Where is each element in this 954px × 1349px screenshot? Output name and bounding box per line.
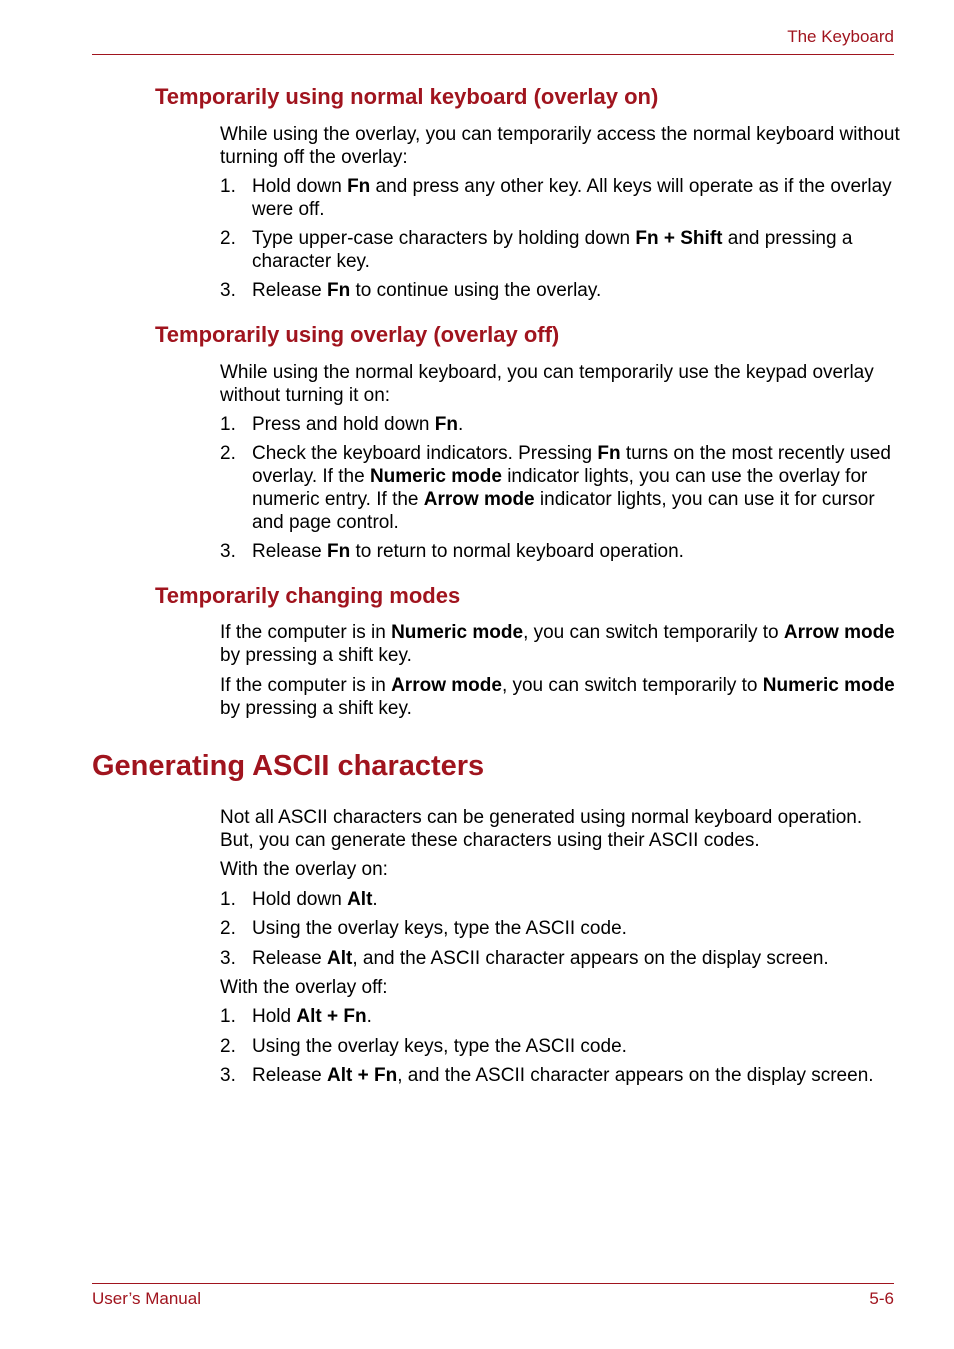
text-run: Hold (252, 1006, 297, 1027)
list-number: 2. (220, 443, 236, 464)
list-text (252, 888, 892, 911)
text-run: Release (252, 541, 327, 562)
bold-term: Arrow mode (783, 622, 895, 643)
text-run: , you can switch temporarily to (501, 675, 763, 696)
footer-manual-title: User’s Manual (92, 1289, 201, 1308)
intro-overlay-on: While using the overlay, you can temporarily access the normal keyboard without turning off the overlay: (220, 124, 900, 168)
list-text (252, 1005, 892, 1028)
list-item (220, 1064, 892, 1087)
text-run: Type upper-case characters by holding down (252, 228, 636, 249)
heading-overlay-off: Temporarily using overlay (overlay off) (155, 322, 560, 347)
list-text (252, 442, 892, 534)
list-number: 1. (220, 176, 236, 197)
list-text (252, 1064, 892, 1087)
text-run: Release (252, 1065, 327, 1086)
list-text (252, 227, 892, 273)
bold-term: Fn (597, 443, 621, 464)
list-item (220, 917, 892, 940)
bold-term: Alt (327, 948, 353, 969)
text-run: , and the ASCII character appears on the display screen. (352, 948, 829, 969)
list-text (252, 540, 892, 563)
list-number: 2. (220, 228, 236, 249)
heading-changing-modes: Temporarily changing modes (155, 583, 461, 608)
bold-term: Fn + Shift (635, 228, 723, 249)
bold-term: Alt + Fn (296, 1006, 367, 1027)
text-run: indicator lights, you can use it for cursor and page control. (252, 489, 875, 533)
text-run: , and the ASCII character appears on the display screen. (397, 1065, 874, 1086)
intro-overlay-off: While using the normal keyboard, you can temporarily use the keypad overlay without turning it on: (220, 362, 874, 406)
text-run: indicator lights, you can use the overlay for numeric entry. If the (252, 466, 868, 510)
text-run: Hold down (252, 889, 348, 910)
text-run: . (457, 414, 464, 435)
bold-term: Arrow mode (423, 489, 535, 510)
text-run: to return to normal keyboard operation. (350, 541, 684, 562)
list-text (252, 1035, 892, 1058)
list-number: 2. (220, 918, 236, 939)
intro-ascii: Not all ASCII characters can be generated using normal keyboard operation. But, you can generate these characters using their ASCII codes. (220, 807, 863, 851)
list-item (220, 442, 892, 534)
text-run: Release (252, 280, 327, 301)
text-run: Using the overlay keys, type the ASCII code. (252, 918, 627, 939)
text-run: If the computer is in (220, 622, 392, 643)
list-text (252, 947, 892, 970)
list-item (220, 1035, 892, 1058)
text-run: Hold down (252, 176, 348, 197)
list-text (252, 413, 892, 436)
bold-term: Fn (327, 280, 351, 301)
list-number: 3. (220, 948, 236, 969)
list-item (220, 279, 892, 302)
list-number: 2. (220, 1036, 236, 1057)
list-item (220, 1005, 892, 1028)
bold-term: Fn (347, 176, 371, 197)
text-run: Using the overlay keys, type the ASCII code. (252, 1036, 627, 1057)
bold-term: Numeric mode (391, 622, 524, 643)
heading-generating-ascii: Generating ASCII characters (92, 750, 485, 782)
bold-term: Fn (327, 541, 351, 562)
list-item (220, 888, 892, 911)
page-number: 5-6 (869, 1289, 894, 1308)
bold-term: Fn (434, 414, 458, 435)
list-text (252, 279, 892, 302)
text-run: and pressing a character key. (252, 228, 853, 272)
heading-overlay-on: Temporarily using normal keyboard (overlay on) (155, 84, 659, 109)
list-item (220, 175, 892, 221)
text-run: by pressing a shift key. (220, 698, 412, 719)
text-run: If the computer is in (220, 675, 392, 696)
text-run: by pressing a shift key. (220, 645, 412, 666)
text-run: Check the keyboard indicators. Pressing (252, 443, 598, 464)
list-number: 3. (220, 1065, 236, 1086)
text-run: . (366, 1006, 372, 1027)
list-number: 1. (220, 889, 236, 910)
list-text (252, 175, 892, 221)
header-rule (92, 54, 894, 55)
bold-term: Alt + Fn (327, 1065, 398, 1086)
text-run: and press any other key. All keys will operate as if the overlay were off. (252, 176, 892, 220)
label-overlay-off: With the overlay off: (220, 977, 388, 998)
bold-term: Arrow mode (391, 675, 502, 696)
list-text (252, 917, 892, 940)
list-number: 1. (220, 1006, 236, 1027)
list-item (220, 947, 892, 970)
text-run: Press and hold down (252, 414, 435, 435)
list-number: 3. (220, 280, 236, 301)
bold-term: Numeric mode (369, 466, 502, 487)
text-run: . (372, 889, 378, 910)
text-run: Release (252, 948, 327, 969)
list-item (220, 540, 892, 563)
list-number: 1. (220, 414, 236, 435)
running-header: The Keyboard (787, 27, 894, 46)
list-item (220, 413, 892, 436)
paragraph-arrow-to-numeric (220, 674, 900, 720)
footer-rule (92, 1283, 894, 1284)
list-item (220, 227, 892, 273)
list-number: 3. (220, 541, 236, 562)
text-run: turns on the most recently used overlay. If the (252, 443, 891, 487)
bold-term: Alt (347, 889, 373, 910)
paragraph-numeric-to-arrow (220, 621, 900, 667)
text-run: to continue using the overlay. (350, 280, 602, 301)
bold-term: Numeric mode (762, 675, 895, 696)
label-overlay-on: With the overlay on: (220, 859, 388, 880)
text-run: , you can switch temporarily to (523, 622, 784, 643)
